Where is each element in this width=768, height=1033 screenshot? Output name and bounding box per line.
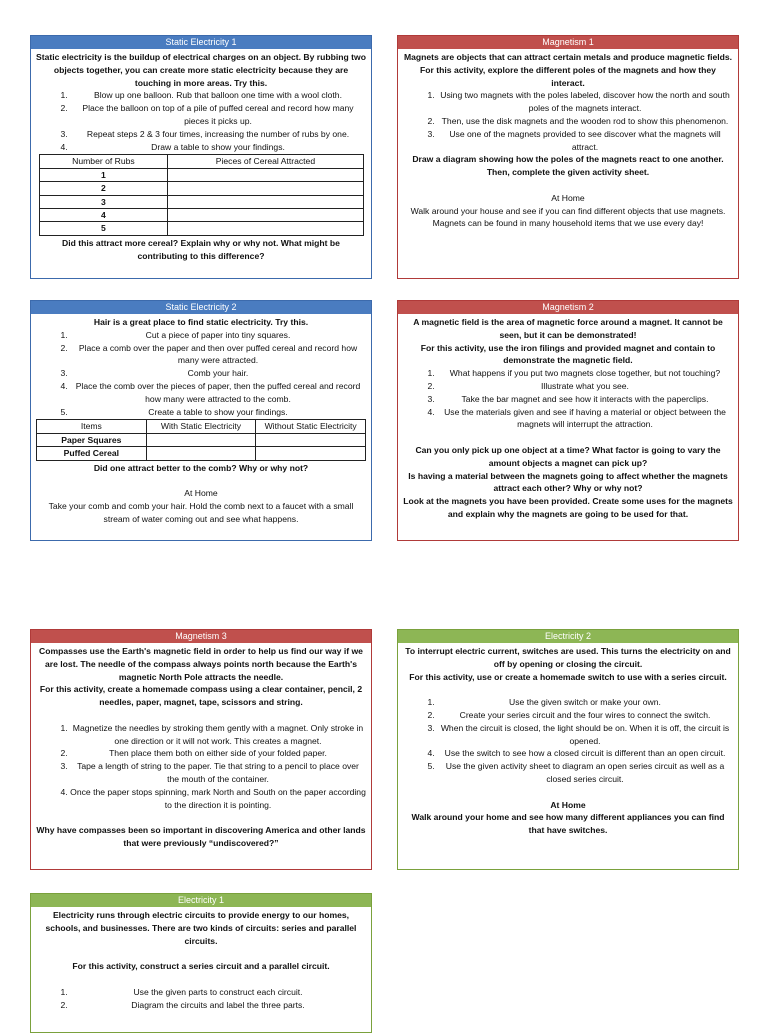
card-title: Static Electricity 1 <box>31 36 371 49</box>
card-activity: For this activity, construct a series circuit and a parallel circuit. <box>72 961 330 972</box>
card-electricity-1 <box>30 893 372 1033</box>
card-title: Magnetism 2 <box>398 301 738 314</box>
table-cell <box>168 182 363 195</box>
table-row <box>39 209 363 222</box>
list-item: 1. Magnetize the needles by stroking them gently with a magnet. Only stroke in one direction or it will not work. This creates a magnet. <box>70 722 366 748</box>
list-item: 2. Place a comb over the paper and then over puffed cereal and record how many were attracted. <box>70 342 366 368</box>
card-title: Static Electricity 2 <box>31 301 371 314</box>
table-row <box>39 195 363 208</box>
list-item: 1. Cut a piece of paper into tiny squares. <box>70 329 366 342</box>
list-item: 1. Use the given parts to construct each circuit. <box>70 986 366 999</box>
card-activity: For this activity, explore the different poles of the magnets and how they interact. <box>420 64 716 88</box>
card-activity: For this activity, create a homemade compass using a clear container, pencil, 2 needles, paper, magnet, tape, scissors and string. <box>39 684 363 708</box>
card-question: Why have compasses been so important in discovering America and other lands that were previously “undiscovered?” <box>36 825 366 848</box>
table-cell <box>168 209 363 222</box>
list-item: 3. Use one of the magnets provided to see discover what the magnets will attract. <box>437 128 733 154</box>
card-activity: For this activity, use or create a homemade switch to use with a series circuit. <box>409 671 727 682</box>
card-title: Electricity 1 <box>31 894 371 907</box>
table-header: Number of Rubs <box>39 155 168 168</box>
table-header: Without Static Electricity <box>256 420 366 433</box>
at-home-text: Walk around your house and see if you can find different objects that use magnets. Magnets can be found in many household items that we use every day! <box>410 205 726 229</box>
list-item: 2. Illustrate what you see. <box>437 380 733 393</box>
list-item: 4. Place the comb over the pieces of paper, then the puffed cereal and record how many were attracted to the comb. <box>70 380 366 406</box>
list-item: 4. Use the materials given and see if having a material or object between the magnets will interrupt the attraction. <box>437 406 733 432</box>
table-row <box>37 433 366 446</box>
card-intro: Compasses use the Earth's magnetic field in order to help us find our way if we are lost. The needle of the compass always points north because the Earth's magnetic North Pole attracts the needle. <box>39 646 363 682</box>
findings-table <box>36 419 366 460</box>
card-intro: Static electricity is the buildup of electrical charges on an object. By rubbing two objects together, you can create more static electricity because they are touching in more areas. Try this. <box>36 52 366 88</box>
card-question: Did this attract more cereal? Explain why or why not. What might be contributing to this difference? <box>62 237 340 261</box>
table-cell: 1 <box>39 168 168 181</box>
at-home-title: At Home <box>184 488 218 499</box>
list-item: 1. What happens if you put two magnets close together, but not touching? <box>437 367 733 380</box>
card-static-electricity-1 <box>30 35 372 279</box>
steps-list <box>36 722 366 812</box>
table-cell: 5 <box>39 222 168 235</box>
card-question: Is having a material between the magnets going to affect whether the magnets attract each other? Why or why not? <box>408 470 728 494</box>
table-row <box>39 222 363 235</box>
findings-table <box>39 154 364 235</box>
table-header: Pieces of Cereal Attracted <box>168 155 363 168</box>
at-home-text: Walk around your home and see how many different appliances you can find that have switches. <box>411 812 725 836</box>
card-intro: To interrupt electric current, switches are used. This turns the electricity on and off by opening or closing the circuit. <box>405 646 731 669</box>
list-item: 2. Diagram the circuits and label the three parts. <box>70 999 366 1012</box>
list-item: 5. Create a table to show your findings. <box>70 406 366 419</box>
card-intro: Magnets are objects that can attract certain metals and produce magnetic fields. <box>403 52 733 62</box>
table-header-row <box>37 420 366 433</box>
list-item: 5. Use the given activity sheet to diagram an open series circuit as well as a closed series circuit. <box>437 760 733 786</box>
list-item: 3. Repeat steps 2 & 3 four times, increasing the number of rubs by one. <box>70 128 366 141</box>
list-item: 4. Once the paper stops spinning, mark North and South on the paper according to the direction it is pointing. <box>70 786 366 812</box>
table-cell: 4 <box>39 209 168 222</box>
card-static-electricity-2 <box>30 300 372 541</box>
list-item: 4. Use the switch to see how a closed circuit is different than an open circuit. <box>437 747 733 760</box>
table-header-row <box>39 155 363 168</box>
card-magnetism-1 <box>397 35 739 279</box>
at-home-title: At Home <box>551 192 585 203</box>
list-item: 1. Use the given switch or make your own. <box>437 696 733 709</box>
list-item: 3. When the circuit is closed, the light should be on. When it is off, the circuit is opened. <box>437 722 733 748</box>
list-item: 2. Then place them both on either side of your folded paper. <box>70 747 366 760</box>
card-intro: A magnetic field is the area of magnetic force around a magnet. It cannot be seen, but it can be demonstrated! <box>413 317 723 340</box>
table-header: Items <box>37 420 147 433</box>
table-cell: Paper Squares <box>37 433 147 446</box>
card-title: Magnetism 3 <box>31 630 371 643</box>
table-cell: Puffed Cereal <box>37 447 147 460</box>
table-header: With Static Electricity <box>146 420 256 433</box>
table-cell <box>168 222 363 235</box>
card-intro: Electricity runs through electric circuits to provide energy to our homes, schools, and businesses. There are two kinds of circuits: series and parallel circuits. <box>45 910 357 946</box>
table-cell <box>256 447 366 460</box>
steps-list <box>36 89 366 153</box>
table-row <box>37 447 366 460</box>
list-item: 4. Draw a table to show your findings. <box>70 141 366 154</box>
list-item: 1. Blow up one balloon. Rub that balloon one time with a wool cloth. <box>70 89 366 102</box>
list-item: 2. Then, use the disk magnets and the wooden rod to show this phenomenon. <box>437 115 733 128</box>
at-home-title: At Home <box>550 799 586 810</box>
card-question: Can you only pick up one object at a time? What factor is going to vary the amount objects a magnet can pick up? <box>415 444 721 468</box>
table-cell <box>168 195 363 208</box>
card-question: Did one attract better to the comb? Why or why not? <box>93 462 309 473</box>
table-cell: 3 <box>39 195 168 208</box>
list-item: 3. Tape a length of string to the paper. Tie that string to a pencil to place over the mouth of the container. <box>70 760 366 786</box>
table-row <box>39 168 363 181</box>
steps-list <box>403 696 733 786</box>
card-title: Magnetism 1 <box>398 36 738 49</box>
at-home-text: Take your comb and comb your hair. Hold the comb next to a faucet with a small stream of water coming out and see what happens. <box>48 500 354 524</box>
card-question: Look at the magnets you have been provided. Create some uses for the magnets and explain why the magnets are going to be used for that. <box>403 496 733 519</box>
card-title: Electricity 2 <box>398 630 738 643</box>
table-cell <box>146 447 256 460</box>
table-cell: 2 <box>39 182 168 195</box>
card-diagram-task: Draw a diagram showing how the poles of the magnets react to one another. Then, complete the given activity sheet. <box>412 154 724 178</box>
steps-list <box>36 986 366 1012</box>
card-intro: Hair is a great place to find static electricity. Try this. <box>93 317 309 327</box>
table-cell <box>146 433 256 446</box>
card-magnetism-2 <box>397 300 739 541</box>
steps-list <box>36 329 366 419</box>
table-cell <box>256 433 366 446</box>
steps-list <box>403 367 733 431</box>
list-item: 2. Create your series circuit and the four wires to connect the switch. <box>437 709 733 722</box>
table-row <box>39 182 363 195</box>
table-cell <box>168 168 363 181</box>
list-item: 3. Comb your hair. <box>70 367 366 380</box>
card-activity: For this activity, use the iron filings and provided magnet and contain to demonstrate the magnetic field. <box>420 342 716 366</box>
steps-list <box>403 89 733 153</box>
list-item: 1. Using two magnets with the poles labeled, discover how the north and south poles of the magnets interact. <box>437 89 733 115</box>
card-magnetism-3 <box>30 629 372 870</box>
card-electricity-2 <box>397 629 739 870</box>
list-item: 2. Place the balloon on top of a pile of puffed cereal and record how many pieces it picks up. <box>70 102 366 128</box>
list-item: 3. Take the bar magnet and see how it interacts with the paperclips. <box>437 393 733 406</box>
